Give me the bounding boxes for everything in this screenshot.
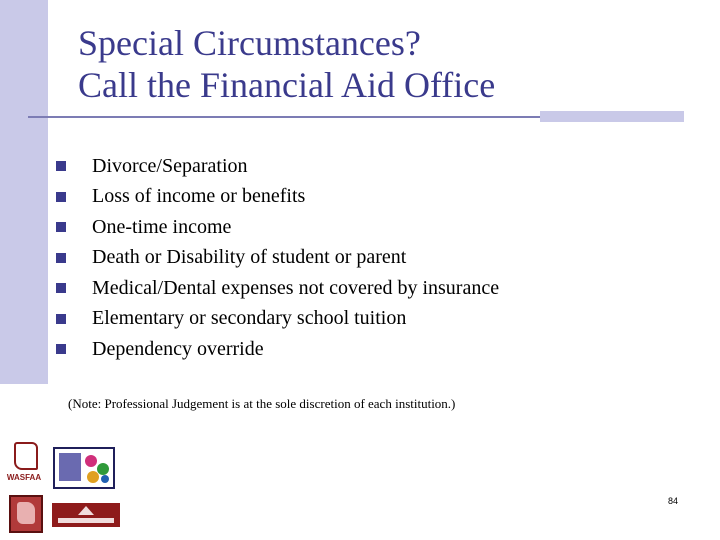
- bullet-text: One-time income: [92, 215, 232, 238]
- square-bullet-icon: [56, 253, 66, 263]
- title-line-2: Call the Financial Aid Office: [78, 65, 496, 105]
- square-bullet-icon: [56, 283, 66, 293]
- square-bullet-icon: [56, 314, 66, 324]
- left-decorative-band: [0, 0, 48, 384]
- title-accent-bar: [540, 111, 684, 122]
- building-icon: [78, 506, 94, 515]
- figure-icon: [97, 463, 109, 475]
- figure-icon: [87, 471, 99, 483]
- figure-icon: [101, 475, 109, 483]
- bullet-text: Death or Disability of student or parent: [92, 246, 407, 269]
- institution-banner-logo: [52, 503, 120, 527]
- bullet-text: Dependency override: [92, 337, 264, 360]
- bullet-item: [56, 151, 499, 182]
- wasfaa-logo: [6, 440, 42, 482]
- slide-title: [78, 22, 495, 106]
- banner-bar: [58, 518, 114, 523]
- square-bullet-icon: [56, 192, 66, 202]
- wasfaa-wordmark: WASFAA: [6, 473, 42, 482]
- bullet-text: Loss of income or benefits: [92, 185, 306, 208]
- bullet-text: Divorce/Separation: [92, 154, 248, 177]
- bullet-item: [56, 243, 499, 274]
- state-shape-icon: [17, 502, 35, 524]
- page-number: 84: [667, 496, 678, 506]
- bullet-item: [56, 273, 499, 304]
- square-bullet-icon: [56, 161, 66, 171]
- state-emblem-logo: [9, 495, 43, 533]
- resource-logo: [53, 447, 115, 489]
- resource-logo-block: [59, 453, 81, 481]
- bullet-text: Elementary or secondary school tuition: [92, 307, 407, 330]
- bullet-item: [56, 334, 499, 365]
- state-map-icon: [14, 442, 38, 470]
- square-bullet-icon: [56, 344, 66, 354]
- square-bullet-icon: [56, 222, 66, 232]
- bullet-item: [56, 212, 499, 243]
- footnote: (Note: Professional Judgement is at the sole discretion of each institution.): [68, 396, 456, 411]
- figure-icon: [85, 455, 97, 467]
- bullet-item: [56, 182, 499, 213]
- bullet-list: [56, 151, 499, 365]
- bullet-text: Medical/Dental expenses not covered by insurance: [92, 276, 500, 299]
- title-line-1: Special Circumstances?: [78, 23, 421, 63]
- bullet-item: [56, 304, 499, 335]
